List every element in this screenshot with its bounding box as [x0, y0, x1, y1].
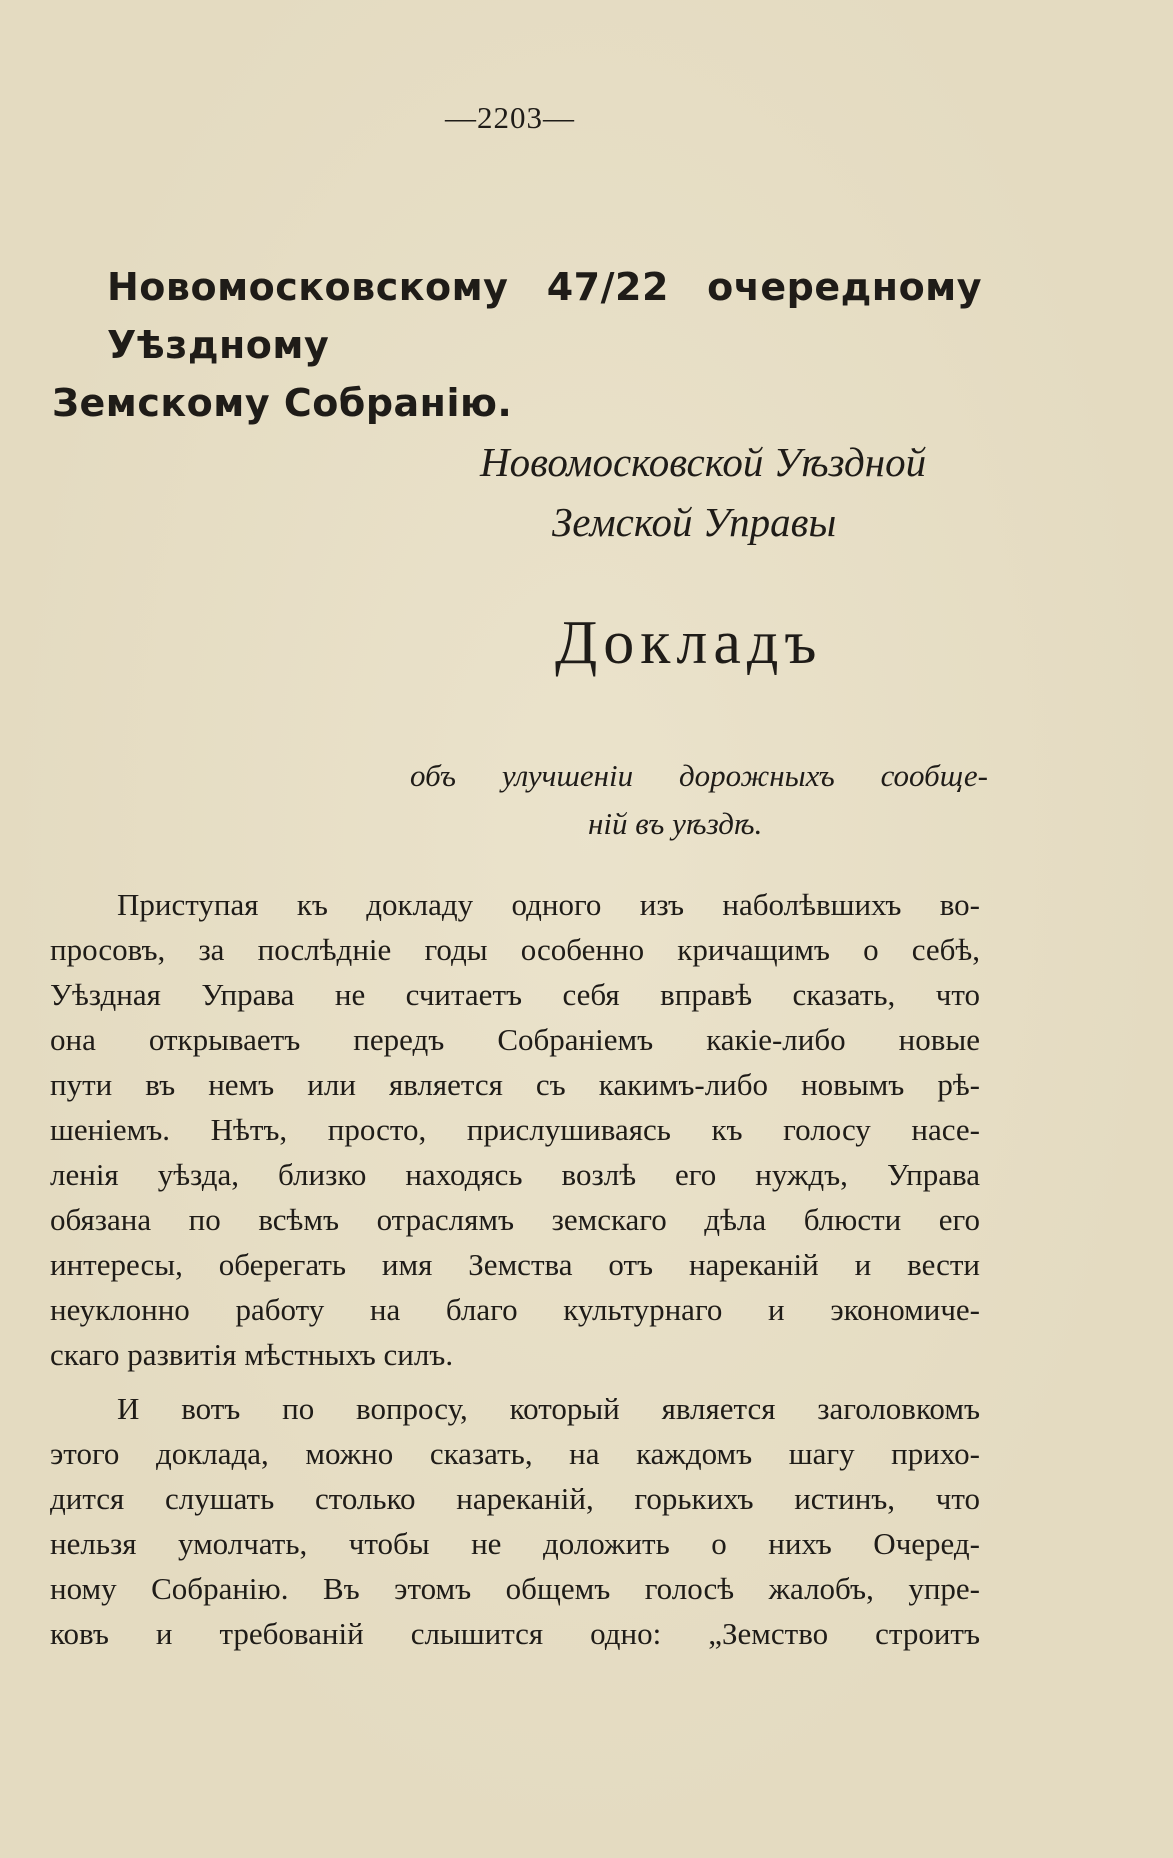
issuer-block [460, 432, 980, 552]
report-title: Докладъ [555, 609, 823, 677]
body-text [50, 882, 980, 1665]
text-line: просовъ, за послѣдніе годы особенно кричащимъ о себѣ, [50, 932, 980, 967]
text-line: неуклонно работу на благо культурнаго и экономиче- [50, 1292, 980, 1327]
text-line: нельзя умолчать, чтобы не доложить о нихъ Очеред- [50, 1526, 980, 1561]
page-number: —2203— [445, 100, 575, 135]
subject-line-2: ній въ уѣздѣ. [588, 806, 763, 841]
text-line: дится слушать столько нареканій, горькихъ истинъ, что [50, 1481, 980, 1516]
text-line: Приступая къ докладу одного изъ наболѣвшихъ во- [117, 887, 980, 922]
paragraph-1 [50, 882, 980, 1377]
text-line: ковъ и требованій слышится одно: „Земство строитъ [50, 1616, 980, 1651]
subject-line-1: объ улучшеніи дорожныхъ сообще- [410, 758, 988, 793]
text-line: ному Собранію. Въ этомъ общемъ голосѣ жалобъ, упре- [50, 1571, 980, 1606]
report-subject [410, 752, 988, 848]
addressee-heading [52, 258, 982, 432]
issuer-line-1: Новомосковской Уѣздной [480, 439, 927, 485]
text-line: она открываетъ передъ Собраніемъ какіе-либо новые [50, 1022, 980, 1057]
issuer-line-2: Земской Управы [552, 499, 837, 545]
text-line: этого доклада, можно сказать, на каждомъ шагу прихо- [50, 1436, 980, 1471]
text-line: Уѣздная Управа не считаетъ себя вправѣ сказать, что [50, 977, 980, 1012]
text-line: пути въ немъ или является съ какимъ-либо новымъ рѣ- [50, 1067, 980, 1102]
text-line: шеніемъ. Нѣтъ, просто, прислушиваясь къ голосу насе- [50, 1112, 980, 1147]
text-line: интересы, оберегать имя Земства отъ нареканій и вести [50, 1247, 980, 1282]
paragraph-2 [50, 1386, 980, 1656]
addressee-line-1: Новомосковскому 47/22 очередному Уѣздному [107, 265, 982, 367]
text-line: обязана по всѣмъ отраслямъ земскаго дѣла блюсти его [50, 1202, 980, 1237]
addressee-line-2: Земскому Собранію. [52, 381, 513, 425]
text-line: скаго развитія мѣстныхъ силъ. [50, 1337, 454, 1372]
text-line: И вотъ по вопросу, который является заголовкомъ [117, 1391, 980, 1426]
text-line: ленія уѣзда, близко находясь возлѣ его нуждъ, Управа [50, 1157, 980, 1192]
